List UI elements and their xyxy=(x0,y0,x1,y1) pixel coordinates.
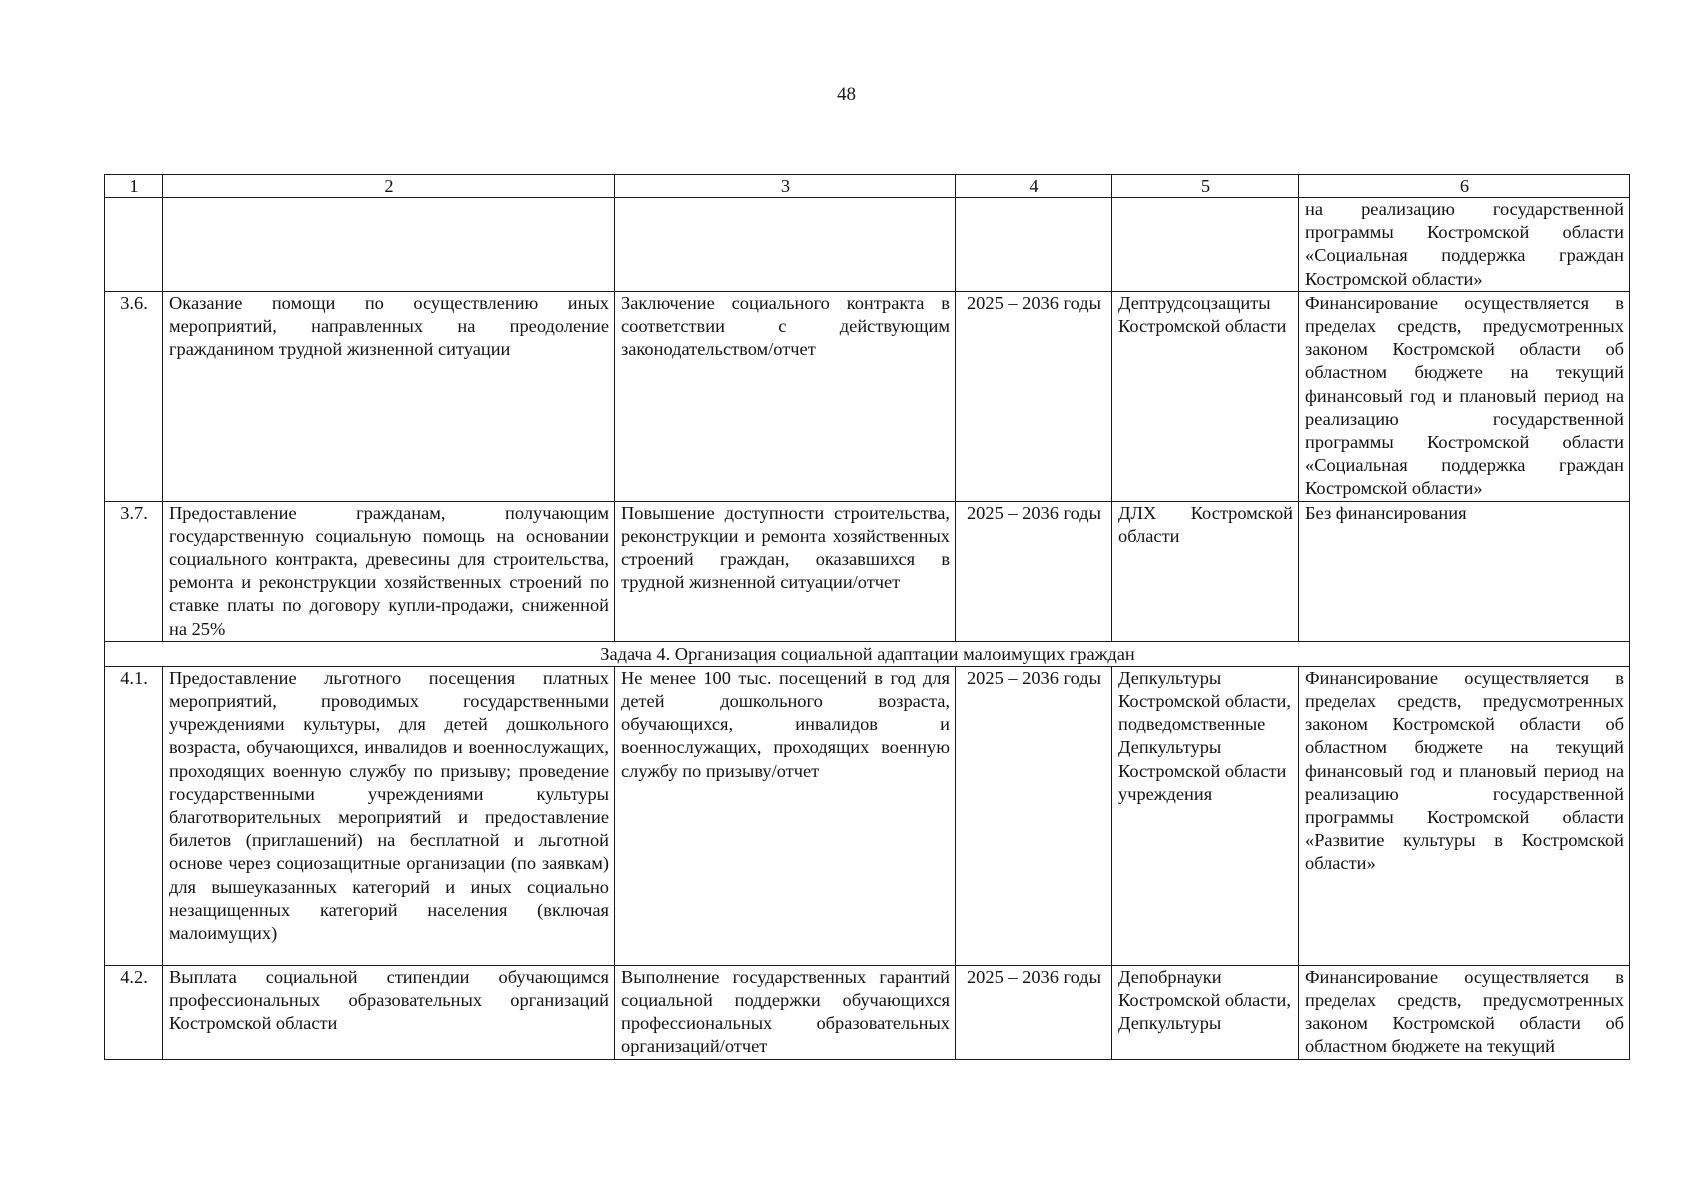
column-number-row xyxy=(105,175,1630,198)
row-number: 4.1. xyxy=(105,666,163,965)
funding-cell: на реализацию государственной программы Костромской области «Социальная поддержка граждан Костромской области» xyxy=(1299,198,1630,292)
result-cell: Заключение социального контракта в соответствии с действующим законодательством/отчет xyxy=(615,291,956,501)
period-cell: 2025 – 2036 годы xyxy=(956,965,1112,1059)
activity-cell: Оказание помощи по осуществлению иных мероприятий, направленных на преодоление гражданином трудной жизненной ситуации xyxy=(163,291,615,501)
measures-table xyxy=(104,174,1630,1060)
task-heading: Задача 4. Организация социальной адаптации малоимущих граждан xyxy=(105,641,1630,666)
row-number: 3.7. xyxy=(105,501,163,641)
empty-cell xyxy=(163,198,615,292)
column-header-5: 5 xyxy=(1112,175,1299,198)
executor-cell: ДЛХ Костромской области xyxy=(1112,501,1299,641)
page-number: 48 xyxy=(837,84,856,105)
column-header-2: 2 xyxy=(163,175,615,198)
empty-cell xyxy=(1112,198,1299,292)
column-header-6: 6 xyxy=(1299,175,1630,198)
empty-cell xyxy=(615,198,956,292)
funding-cell: Финансирование осуществляется в пределах средств, предусмотренных законом Костромской области об областном бюджете на текущий xyxy=(1299,965,1630,1059)
table-row xyxy=(105,501,1630,641)
continuation-row xyxy=(105,198,1630,292)
empty-cell xyxy=(105,198,163,292)
column-header-3: 3 xyxy=(615,175,956,198)
funding-cell: Финансирование осуществляется в пределах средств, предусмотренных законом Костромской области об областном бюджете на текущий финансовый год и плановый период на реализацию государственной программы Костромской области «Развитие культуры в Костромской области» xyxy=(1299,666,1630,965)
period-cell: 2025 – 2036 годы xyxy=(956,501,1112,641)
table-row xyxy=(105,666,1630,965)
row-number: 4.2. xyxy=(105,965,163,1059)
empty-cell xyxy=(956,198,1112,292)
result-cell: Не менее 100 тыс. посещений в год для детей дошкольного возраста, обучающихся, инвалидов и военнослужащих, проходящих военную службу по призыву/отчет xyxy=(615,666,956,965)
period-cell: 2025 – 2036 годы xyxy=(956,666,1112,965)
activity-cell: Выплата социальной стипендии обучающимся профессиональных образовательных организаций Костромской области xyxy=(163,965,615,1059)
funding-cell: Без финансирования xyxy=(1299,501,1630,641)
result-cell: Повышение доступности строительства, реконструкции и ремонта хозяйственных строений граждан, оказавшихся в трудной жизненной ситуации/отчет xyxy=(615,501,956,641)
executor-cell: Депкультуры Костромской области, подведомственные Депкультуры Костромской области учреждения xyxy=(1112,666,1299,965)
result-cell: Выполнение государственных гарантий социальной поддержки обучающихся профессиональных образовательных организаций/отчет xyxy=(615,965,956,1059)
table-row xyxy=(105,965,1630,1059)
executor-cell: Депобрнауки Костромской области, Депкультуры xyxy=(1112,965,1299,1059)
task-heading-row xyxy=(105,641,1630,666)
column-header-1: 1 xyxy=(105,175,163,198)
table-row xyxy=(105,291,1630,501)
funding-cell: Финансирование осуществляется в пределах средств, предусмотренных законом Костромской области об областном бюджете на текущий финансовый год и плановый период на реализацию государственной программы Костромской области «Социальная поддержка граждан Костромской области» xyxy=(1299,291,1630,501)
activity-cell: Предоставление гражданам, получающим государственную социальную помощь на основании социального контракта, древесины для строительства, ремонта и реконструкции хозяйственных строений по ставке платы по договору купли-продажи, сниженной на 25% xyxy=(163,501,615,641)
activity-cell: Предоставление льготного посещения платных мероприятий, проводимых государственными учреждениями культуры, для детей дошкольного возраста, обучающихся, инвалидов и военнослужащих, проходящих военную службу по призыву; проведение государственными учреждениями культуры благотворительных мероприятий и предоставление билетов (приглашений) на бесплатной и льготной основе через социозащитные организации (по заявкам) для вышеуказанных категорий и иных социально незащищенных категорий населения (включая малоимущих) xyxy=(163,666,615,965)
row-number: 3.6. xyxy=(105,291,163,501)
executor-cell: Дептрудсоцзащиты Костромской области xyxy=(1112,291,1299,501)
column-header-4: 4 xyxy=(956,175,1112,198)
period-cell: 2025 – 2036 годы xyxy=(956,291,1112,501)
